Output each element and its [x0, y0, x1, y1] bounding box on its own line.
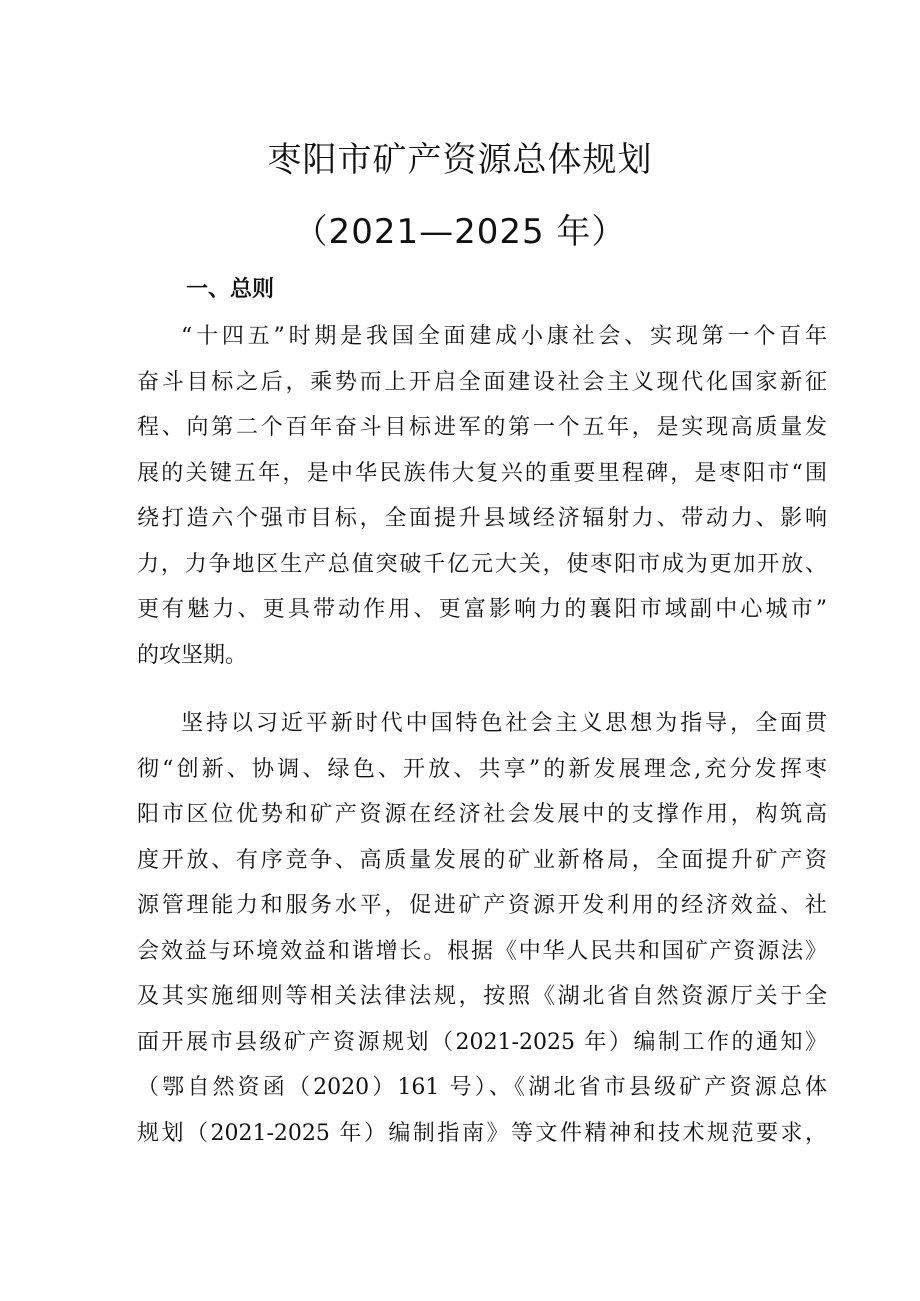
- paragraph-line: 的攻坚期。: [137, 642, 248, 668]
- paragraph-1: [137, 314, 827, 678]
- paragraph-line: “十四五”时期是我国全面建成小康社会、实现第一个百年: [181, 324, 827, 349]
- paragraph-line: 更有魅力、更具带动作用、更富影响力的襄阳市域副中心城市”: [137, 597, 827, 622]
- document-title: 枣阳市矿产资源总体规划: [267, 140, 653, 180]
- paragraph-line: 奋斗目标之后，乘势而上开启全面建设社会主义现代化国家新征: [137, 369, 827, 395]
- paragraph-line: 及其实施细则等相关法律法规，按照《湖北省自然资源厅关于全: [137, 984, 827, 1009]
- paragraph-line: 绕打造六个强市目标，全面提升县域经济辐射力、带动力、影响: [137, 506, 827, 531]
- paragraph-line: 坚持以习近平新时代中国特色社会主义思想为指导，全面贯: [181, 711, 827, 736]
- paragraph-line: 会效益与环境效益和谐增长。根据《中华人民共和国矿产资源法》: [137, 938, 827, 964]
- paragraph-line: 度开放、有序竞争、高质量发展的矿业新格局，全面提升矿产资: [137, 847, 827, 873]
- paragraph-line: 源管理能力和服务水平，促进矿产资源开发利用的经济效益、社: [137, 893, 827, 918]
- section-heading: 一、总则: [186, 276, 275, 302]
- paragraph-line: 彻“创新、协调、绿色、开放、共享”的新发展理念,充分发挥枣: [137, 756, 827, 782]
- paragraph-line: 阳市区位优势和矿产资源在经济社会发展中的支撑作用，构筑高: [137, 802, 827, 827]
- paragraph-line: 规划（2021-2025 年）编制指南》等文件精神和技术规范要求，: [137, 1120, 827, 1146]
- paragraph-line: 程、向第二个百年奋斗目标进军的第一个五年，是实现高质量发: [137, 415, 827, 440]
- paragraph-line: 力，力争地区生产总值突破千亿元大关，使枣阳市成为更加开放、: [137, 551, 827, 577]
- paragraph-2: [137, 701, 827, 1156]
- paragraph-line: （鄂自然资函（2020）161 号）、《湖北省市县级矿产资源总体: [137, 1075, 827, 1100]
- paragraph-line: 展的关键五年，是中华民族伟大复兴的重要里程碑，是枣阳市“围: [137, 460, 827, 486]
- document-subtitle: （2021—2025 年）: [293, 212, 627, 252]
- paragraph-line: 面开展市县级矿产资源规划（2021-2025 年）编制工作的通知》: [137, 1029, 827, 1055]
